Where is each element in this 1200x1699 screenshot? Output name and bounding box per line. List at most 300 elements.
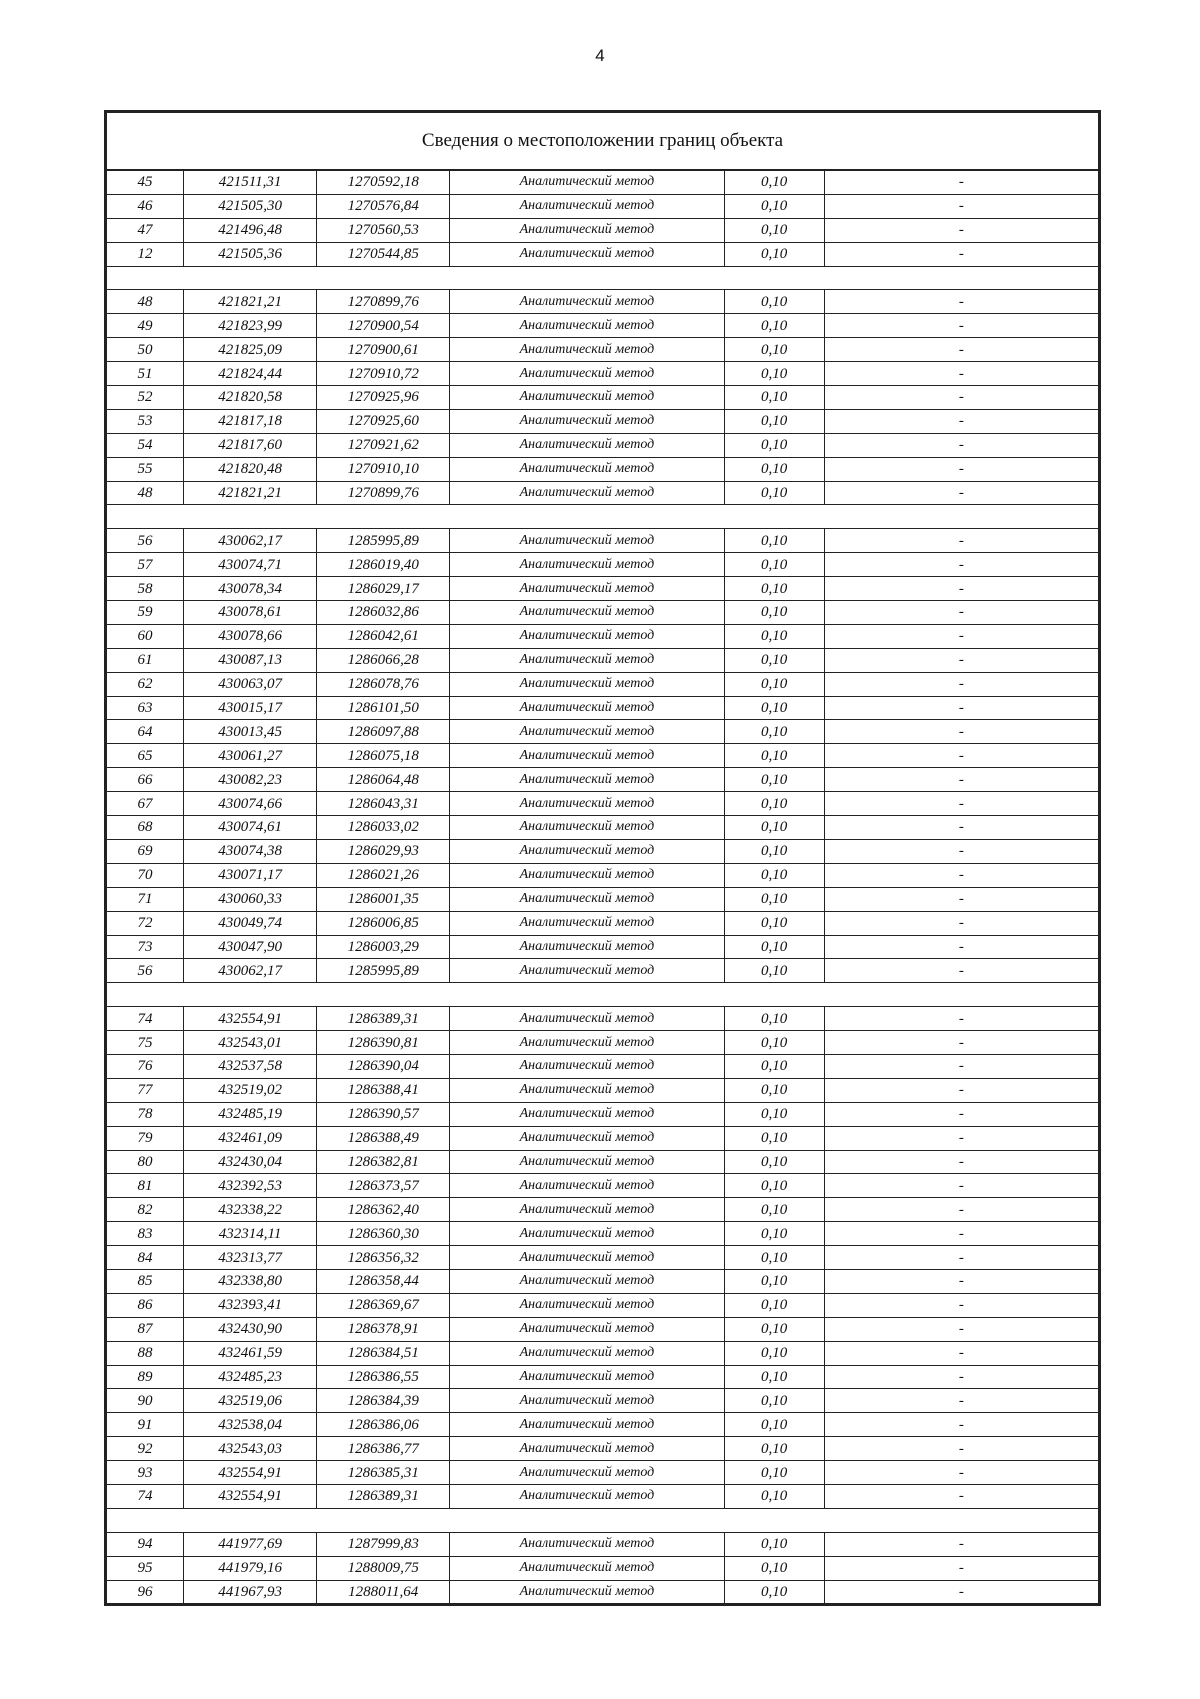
y-coordinate-cell: 1270921,62 bbox=[317, 433, 450, 457]
y-coordinate-cell: 1270910,10 bbox=[317, 457, 450, 481]
boundary-table-frame bbox=[104, 110, 1101, 1606]
method-cell: Аналитический метод bbox=[450, 1246, 724, 1270]
description-cell: - bbox=[824, 720, 1098, 744]
description-cell: - bbox=[824, 1102, 1098, 1126]
table-row bbox=[107, 1150, 1099, 1174]
method-cell: Аналитический метод bbox=[450, 1389, 724, 1413]
x-coordinate-cell: 432537,58 bbox=[184, 1054, 317, 1078]
table-row bbox=[107, 1174, 1099, 1198]
table-row bbox=[107, 553, 1099, 577]
method-cell: Аналитический метод bbox=[450, 1007, 724, 1031]
description-cell: - bbox=[824, 911, 1098, 935]
description-cell: - bbox=[824, 1078, 1098, 1102]
point-number-cell: 57 bbox=[107, 553, 184, 577]
point-number-cell: 96 bbox=[107, 1580, 184, 1604]
accuracy-cell: 0,10 bbox=[724, 1007, 824, 1031]
y-coordinate-cell: 1286033,02 bbox=[317, 816, 450, 840]
accuracy-cell: 0,10 bbox=[724, 314, 824, 338]
x-coordinate-cell: 430082,23 bbox=[184, 768, 317, 792]
point-number-cell: 59 bbox=[107, 601, 184, 625]
point-number-cell: 92 bbox=[107, 1437, 184, 1461]
table-row bbox=[107, 457, 1099, 481]
description-cell: - bbox=[824, 1174, 1098, 1198]
y-coordinate-cell: 1286021,26 bbox=[317, 863, 450, 887]
point-number-cell: 94 bbox=[107, 1532, 184, 1556]
method-cell: Аналитический метод bbox=[450, 863, 724, 887]
point-number-cell: 83 bbox=[107, 1222, 184, 1246]
contour-separator-row bbox=[107, 505, 1099, 529]
accuracy-cell: 0,10 bbox=[724, 1293, 824, 1317]
y-coordinate-cell: 1286386,77 bbox=[317, 1437, 450, 1461]
x-coordinate-cell: 430074,61 bbox=[184, 816, 317, 840]
point-number-cell: 71 bbox=[107, 887, 184, 911]
table-row bbox=[107, 218, 1099, 242]
description-cell: - bbox=[824, 194, 1098, 218]
description-cell: - bbox=[824, 1461, 1098, 1485]
y-coordinate-cell: 1286358,44 bbox=[317, 1269, 450, 1293]
method-cell: Аналитический метод bbox=[450, 1484, 724, 1508]
x-coordinate-cell: 432485,19 bbox=[184, 1102, 317, 1126]
point-number-cell: 76 bbox=[107, 1054, 184, 1078]
point-number-cell: 74 bbox=[107, 1007, 184, 1031]
y-coordinate-cell: 1286360,30 bbox=[317, 1222, 450, 1246]
description-cell: - bbox=[824, 1293, 1098, 1317]
description-cell: - bbox=[824, 218, 1098, 242]
table-row bbox=[107, 601, 1099, 625]
y-coordinate-cell: 1286043,31 bbox=[317, 792, 450, 816]
accuracy-cell: 0,10 bbox=[724, 1580, 824, 1604]
method-cell: Аналитический метод bbox=[450, 935, 724, 959]
point-number-cell: 61 bbox=[107, 648, 184, 672]
description-cell: - bbox=[824, 1365, 1098, 1389]
y-coordinate-cell: 1286388,41 bbox=[317, 1078, 450, 1102]
description-cell: - bbox=[824, 887, 1098, 911]
method-cell: Аналитический метод bbox=[450, 1054, 724, 1078]
separator-cell bbox=[107, 1508, 1099, 1532]
method-cell: Аналитический метод bbox=[450, 959, 724, 983]
description-cell: - bbox=[824, 1413, 1098, 1437]
point-number-cell: 53 bbox=[107, 409, 184, 433]
y-coordinate-cell: 1286388,49 bbox=[317, 1126, 450, 1150]
accuracy-cell: 0,10 bbox=[724, 839, 824, 863]
method-cell: Аналитический метод bbox=[450, 481, 724, 505]
description-cell: - bbox=[824, 409, 1098, 433]
point-number-cell: 90 bbox=[107, 1389, 184, 1413]
point-number-cell: 78 bbox=[107, 1102, 184, 1126]
point-number-cell: 50 bbox=[107, 338, 184, 362]
accuracy-cell: 0,10 bbox=[724, 816, 824, 840]
method-cell: Аналитический метод bbox=[450, 553, 724, 577]
point-number-cell: 93 bbox=[107, 1461, 184, 1485]
accuracy-cell: 0,10 bbox=[724, 338, 824, 362]
accuracy-cell: 0,10 bbox=[724, 1365, 824, 1389]
y-coordinate-cell: 1286389,31 bbox=[317, 1007, 450, 1031]
point-number-cell: 74 bbox=[107, 1484, 184, 1508]
x-coordinate-cell: 430087,13 bbox=[184, 648, 317, 672]
x-coordinate-cell: 430013,45 bbox=[184, 720, 317, 744]
x-coordinate-cell: 432543,01 bbox=[184, 1031, 317, 1055]
point-number-cell: 48 bbox=[107, 481, 184, 505]
method-cell: Аналитический метод bbox=[450, 1437, 724, 1461]
accuracy-cell: 0,10 bbox=[724, 577, 824, 601]
table-row bbox=[107, 624, 1099, 648]
method-cell: Аналитический метод bbox=[450, 1580, 724, 1604]
description-cell: - bbox=[824, 1150, 1098, 1174]
table-row bbox=[107, 816, 1099, 840]
accuracy-cell: 0,10 bbox=[724, 720, 824, 744]
method-cell: Аналитический метод bbox=[450, 1198, 724, 1222]
description-cell: - bbox=[824, 1126, 1098, 1150]
point-number-cell: 47 bbox=[107, 218, 184, 242]
x-coordinate-cell: 430062,17 bbox=[184, 959, 317, 983]
table-row bbox=[107, 696, 1099, 720]
accuracy-cell: 0,10 bbox=[724, 194, 824, 218]
table-row bbox=[107, 1293, 1099, 1317]
y-coordinate-cell: 1286390,57 bbox=[317, 1102, 450, 1126]
description-cell: - bbox=[824, 1246, 1098, 1270]
y-coordinate-cell: 1286386,55 bbox=[317, 1365, 450, 1389]
x-coordinate-cell: 432538,04 bbox=[184, 1413, 317, 1437]
method-cell: Аналитический метод bbox=[450, 792, 724, 816]
table-row bbox=[107, 1365, 1099, 1389]
contour-separator-row bbox=[107, 1508, 1099, 1532]
x-coordinate-cell: 432393,41 bbox=[184, 1293, 317, 1317]
method-cell: Аналитический метод bbox=[450, 433, 724, 457]
x-coordinate-cell: 421496,48 bbox=[184, 218, 317, 242]
y-coordinate-cell: 1286001,35 bbox=[317, 887, 450, 911]
table-row bbox=[107, 1556, 1099, 1580]
y-coordinate-cell: 1270592,18 bbox=[317, 170, 450, 194]
method-cell: Аналитический метод bbox=[450, 1031, 724, 1055]
method-cell: Аналитический метод bbox=[450, 1365, 724, 1389]
y-coordinate-cell: 1286384,39 bbox=[317, 1389, 450, 1413]
method-cell: Аналитический метод bbox=[450, 696, 724, 720]
description-cell: - bbox=[824, 624, 1098, 648]
description-cell: - bbox=[824, 1269, 1098, 1293]
y-coordinate-cell: 1286029,93 bbox=[317, 839, 450, 863]
accuracy-cell: 0,10 bbox=[724, 1150, 824, 1174]
table-row bbox=[107, 1054, 1099, 1078]
method-cell: Аналитический метод bbox=[450, 1078, 724, 1102]
description-cell: - bbox=[824, 863, 1098, 887]
point-number-cell: 86 bbox=[107, 1293, 184, 1317]
y-coordinate-cell: 1287999,83 bbox=[317, 1532, 450, 1556]
y-coordinate-cell: 1285995,89 bbox=[317, 959, 450, 983]
method-cell: Аналитический метод bbox=[450, 839, 724, 863]
table-row bbox=[107, 672, 1099, 696]
table-title: Сведения о местоположении границ объекта bbox=[107, 113, 1099, 171]
accuracy-cell: 0,10 bbox=[724, 1054, 824, 1078]
y-coordinate-cell: 1286101,50 bbox=[317, 696, 450, 720]
x-coordinate-cell: 421824,44 bbox=[184, 362, 317, 386]
accuracy-cell: 0,10 bbox=[724, 1341, 824, 1365]
description-cell: - bbox=[824, 1341, 1098, 1365]
table-row bbox=[107, 170, 1099, 194]
method-cell: Аналитический метод bbox=[450, 887, 724, 911]
accuracy-cell: 0,10 bbox=[724, 792, 824, 816]
point-number-cell: 45 bbox=[107, 170, 184, 194]
table-row bbox=[107, 744, 1099, 768]
x-coordinate-cell: 432554,91 bbox=[184, 1461, 317, 1485]
description-cell: - bbox=[824, 433, 1098, 457]
y-coordinate-cell: 1286075,18 bbox=[317, 744, 450, 768]
x-coordinate-cell: 432392,53 bbox=[184, 1174, 317, 1198]
point-number-cell: 95 bbox=[107, 1556, 184, 1580]
method-cell: Аналитический метод bbox=[450, 601, 724, 625]
accuracy-cell: 0,10 bbox=[724, 1484, 824, 1508]
point-number-cell: 87 bbox=[107, 1317, 184, 1341]
point-number-cell: 88 bbox=[107, 1341, 184, 1365]
y-coordinate-cell: 1270925,60 bbox=[317, 409, 450, 433]
x-coordinate-cell: 430078,34 bbox=[184, 577, 317, 601]
method-cell: Аналитический метод bbox=[450, 1556, 724, 1580]
point-number-cell: 49 bbox=[107, 314, 184, 338]
point-number-cell: 69 bbox=[107, 839, 184, 863]
y-coordinate-cell: 1270544,85 bbox=[317, 242, 450, 266]
point-number-cell: 85 bbox=[107, 1269, 184, 1293]
accuracy-cell: 0,10 bbox=[724, 170, 824, 194]
boundary-table-body bbox=[107, 113, 1099, 1604]
accuracy-cell: 0,10 bbox=[724, 1222, 824, 1246]
description-cell: - bbox=[824, 1532, 1098, 1556]
x-coordinate-cell: 432485,23 bbox=[184, 1365, 317, 1389]
method-cell: Аналитический метод bbox=[450, 720, 724, 744]
x-coordinate-cell: 430061,27 bbox=[184, 744, 317, 768]
description-cell: - bbox=[824, 362, 1098, 386]
x-coordinate-cell: 432554,91 bbox=[184, 1007, 317, 1031]
x-coordinate-cell: 432338,80 bbox=[184, 1269, 317, 1293]
accuracy-cell: 0,10 bbox=[724, 1198, 824, 1222]
accuracy-cell: 0,10 bbox=[724, 553, 824, 577]
point-number-cell: 46 bbox=[107, 194, 184, 218]
y-coordinate-cell: 1286390,04 bbox=[317, 1054, 450, 1078]
x-coordinate-cell: 432338,22 bbox=[184, 1198, 317, 1222]
y-coordinate-cell: 1286356,32 bbox=[317, 1246, 450, 1270]
point-number-cell: 65 bbox=[107, 744, 184, 768]
method-cell: Аналитический метод bbox=[450, 170, 724, 194]
table-row bbox=[107, 1126, 1099, 1150]
accuracy-cell: 0,10 bbox=[724, 1461, 824, 1485]
table-row bbox=[107, 1341, 1099, 1365]
method-cell: Аналитический метод bbox=[450, 1174, 724, 1198]
point-number-cell: 89 bbox=[107, 1365, 184, 1389]
table-row bbox=[107, 720, 1099, 744]
accuracy-cell: 0,10 bbox=[724, 1174, 824, 1198]
description-cell: - bbox=[824, 481, 1098, 505]
accuracy-cell: 0,10 bbox=[724, 863, 824, 887]
point-number-cell: 48 bbox=[107, 290, 184, 314]
x-coordinate-cell: 432314,11 bbox=[184, 1222, 317, 1246]
table-row bbox=[107, 1317, 1099, 1341]
x-coordinate-cell: 430015,17 bbox=[184, 696, 317, 720]
table-row bbox=[107, 1413, 1099, 1437]
table-row bbox=[107, 959, 1099, 983]
description-cell: - bbox=[824, 290, 1098, 314]
method-cell: Аналитический метод bbox=[450, 1126, 724, 1150]
x-coordinate-cell: 432430,90 bbox=[184, 1317, 317, 1341]
method-cell: Аналитический метод bbox=[450, 816, 724, 840]
description-cell: - bbox=[824, 170, 1098, 194]
point-number-cell: 58 bbox=[107, 577, 184, 601]
accuracy-cell: 0,10 bbox=[724, 887, 824, 911]
method-cell: Аналитический метод bbox=[450, 338, 724, 362]
x-coordinate-cell: 430062,17 bbox=[184, 529, 317, 553]
description-cell: - bbox=[824, 935, 1098, 959]
accuracy-cell: 0,10 bbox=[724, 1389, 824, 1413]
accuracy-cell: 0,10 bbox=[724, 386, 824, 410]
y-coordinate-cell: 1270899,76 bbox=[317, 290, 450, 314]
point-number-cell: 75 bbox=[107, 1031, 184, 1055]
accuracy-cell: 0,10 bbox=[724, 242, 824, 266]
accuracy-cell: 0,10 bbox=[724, 1078, 824, 1102]
x-coordinate-cell: 430078,66 bbox=[184, 624, 317, 648]
point-number-cell: 52 bbox=[107, 386, 184, 410]
table-row bbox=[107, 1532, 1099, 1556]
x-coordinate-cell: 432519,06 bbox=[184, 1389, 317, 1413]
point-number-cell: 12 bbox=[107, 242, 184, 266]
y-coordinate-cell: 1286019,40 bbox=[317, 553, 450, 577]
x-coordinate-cell: 430060,33 bbox=[184, 887, 317, 911]
table-row bbox=[107, 648, 1099, 672]
point-number-cell: 66 bbox=[107, 768, 184, 792]
x-coordinate-cell: 421821,21 bbox=[184, 290, 317, 314]
description-cell: - bbox=[824, 792, 1098, 816]
accuracy-cell: 0,10 bbox=[724, 648, 824, 672]
y-coordinate-cell: 1285995,89 bbox=[317, 529, 450, 553]
accuracy-cell: 0,10 bbox=[724, 433, 824, 457]
x-coordinate-cell: 430074,38 bbox=[184, 839, 317, 863]
method-cell: Аналитический метод bbox=[450, 194, 724, 218]
accuracy-cell: 0,10 bbox=[724, 959, 824, 983]
description-cell: - bbox=[824, 744, 1098, 768]
y-coordinate-cell: 1270925,96 bbox=[317, 386, 450, 410]
table-row bbox=[107, 1198, 1099, 1222]
table-row bbox=[107, 338, 1099, 362]
table-row bbox=[107, 194, 1099, 218]
point-number-cell: 64 bbox=[107, 720, 184, 744]
method-cell: Аналитический метод bbox=[450, 529, 724, 553]
table-row bbox=[107, 242, 1099, 266]
point-number-cell: 60 bbox=[107, 624, 184, 648]
x-coordinate-cell: 430063,07 bbox=[184, 672, 317, 696]
y-coordinate-cell: 1286042,61 bbox=[317, 624, 450, 648]
description-cell: - bbox=[824, 457, 1098, 481]
accuracy-cell: 0,10 bbox=[724, 1317, 824, 1341]
point-number-cell: 56 bbox=[107, 959, 184, 983]
y-coordinate-cell: 1286378,91 bbox=[317, 1317, 450, 1341]
accuracy-cell: 0,10 bbox=[724, 1126, 824, 1150]
point-number-cell: 80 bbox=[107, 1150, 184, 1174]
x-coordinate-cell: 430074,71 bbox=[184, 553, 317, 577]
method-cell: Аналитический метод bbox=[450, 577, 724, 601]
accuracy-cell: 0,10 bbox=[724, 911, 824, 935]
accuracy-cell: 0,10 bbox=[724, 744, 824, 768]
description-cell: - bbox=[824, 338, 1098, 362]
x-coordinate-cell: 421825,09 bbox=[184, 338, 317, 362]
accuracy-cell: 0,10 bbox=[724, 1437, 824, 1461]
x-coordinate-cell: 432461,09 bbox=[184, 1126, 317, 1150]
point-number-cell: 91 bbox=[107, 1413, 184, 1437]
description-cell: - bbox=[824, 577, 1098, 601]
accuracy-cell: 0,10 bbox=[724, 672, 824, 696]
accuracy-cell: 0,10 bbox=[724, 529, 824, 553]
table-row bbox=[107, 1246, 1099, 1270]
x-coordinate-cell: 432519,02 bbox=[184, 1078, 317, 1102]
y-coordinate-cell: 1286389,31 bbox=[317, 1484, 450, 1508]
accuracy-cell: 0,10 bbox=[724, 481, 824, 505]
x-coordinate-cell: 430071,17 bbox=[184, 863, 317, 887]
x-coordinate-cell: 421505,36 bbox=[184, 242, 317, 266]
contour-separator-row bbox=[107, 983, 1099, 1007]
x-coordinate-cell: 430078,61 bbox=[184, 601, 317, 625]
table-row bbox=[107, 768, 1099, 792]
point-number-cell: 73 bbox=[107, 935, 184, 959]
accuracy-cell: 0,10 bbox=[724, 1556, 824, 1580]
boundary-table bbox=[106, 112, 1099, 1604]
table-row bbox=[107, 1007, 1099, 1031]
y-coordinate-cell: 1270900,54 bbox=[317, 314, 450, 338]
description-cell: - bbox=[824, 1054, 1098, 1078]
y-coordinate-cell: 1286097,88 bbox=[317, 720, 450, 744]
point-number-cell: 63 bbox=[107, 696, 184, 720]
x-coordinate-cell: 421820,48 bbox=[184, 457, 317, 481]
y-coordinate-cell: 1286369,67 bbox=[317, 1293, 450, 1317]
accuracy-cell: 0,10 bbox=[724, 601, 824, 625]
table-title-row bbox=[107, 113, 1099, 171]
table-row bbox=[107, 409, 1099, 433]
x-coordinate-cell: 432313,77 bbox=[184, 1246, 317, 1270]
accuracy-cell: 0,10 bbox=[724, 362, 824, 386]
description-cell: - bbox=[824, 1389, 1098, 1413]
accuracy-cell: 0,10 bbox=[724, 1413, 824, 1437]
description-cell: - bbox=[824, 1031, 1098, 1055]
method-cell: Аналитический метод bbox=[450, 290, 724, 314]
y-coordinate-cell: 1286382,81 bbox=[317, 1150, 450, 1174]
description-cell: - bbox=[824, 696, 1098, 720]
table-row bbox=[107, 1102, 1099, 1126]
description-cell: - bbox=[824, 768, 1098, 792]
table-row bbox=[107, 1461, 1099, 1485]
method-cell: Аналитический метод bbox=[450, 218, 724, 242]
point-number-cell: 62 bbox=[107, 672, 184, 696]
method-cell: Аналитический метод bbox=[450, 1150, 724, 1174]
method-cell: Аналитический метод bbox=[450, 314, 724, 338]
method-cell: Аналитический метод bbox=[450, 624, 724, 648]
x-coordinate-cell: 432430,04 bbox=[184, 1150, 317, 1174]
y-coordinate-cell: 1286384,51 bbox=[317, 1341, 450, 1365]
description-cell: - bbox=[824, 1222, 1098, 1246]
point-number-cell: 84 bbox=[107, 1246, 184, 1270]
method-cell: Аналитический метод bbox=[450, 744, 724, 768]
description-cell: - bbox=[824, 672, 1098, 696]
table-row bbox=[107, 433, 1099, 457]
method-cell: Аналитический метод bbox=[450, 1341, 724, 1365]
accuracy-cell: 0,10 bbox=[724, 1532, 824, 1556]
method-cell: Аналитический метод bbox=[450, 242, 724, 266]
table-row bbox=[107, 1222, 1099, 1246]
method-cell: Аналитический метод bbox=[450, 1269, 724, 1293]
x-coordinate-cell: 441979,16 bbox=[184, 1556, 317, 1580]
page-number: 4 bbox=[595, 46, 605, 65]
description-cell: - bbox=[824, 553, 1098, 577]
point-number-cell: 72 bbox=[107, 911, 184, 935]
point-number-cell: 55 bbox=[107, 457, 184, 481]
method-cell: Аналитический метод bbox=[450, 672, 724, 696]
accuracy-cell: 0,10 bbox=[724, 290, 824, 314]
accuracy-cell: 0,10 bbox=[724, 409, 824, 433]
description-cell: - bbox=[824, 601, 1098, 625]
y-coordinate-cell: 1286386,06 bbox=[317, 1413, 450, 1437]
